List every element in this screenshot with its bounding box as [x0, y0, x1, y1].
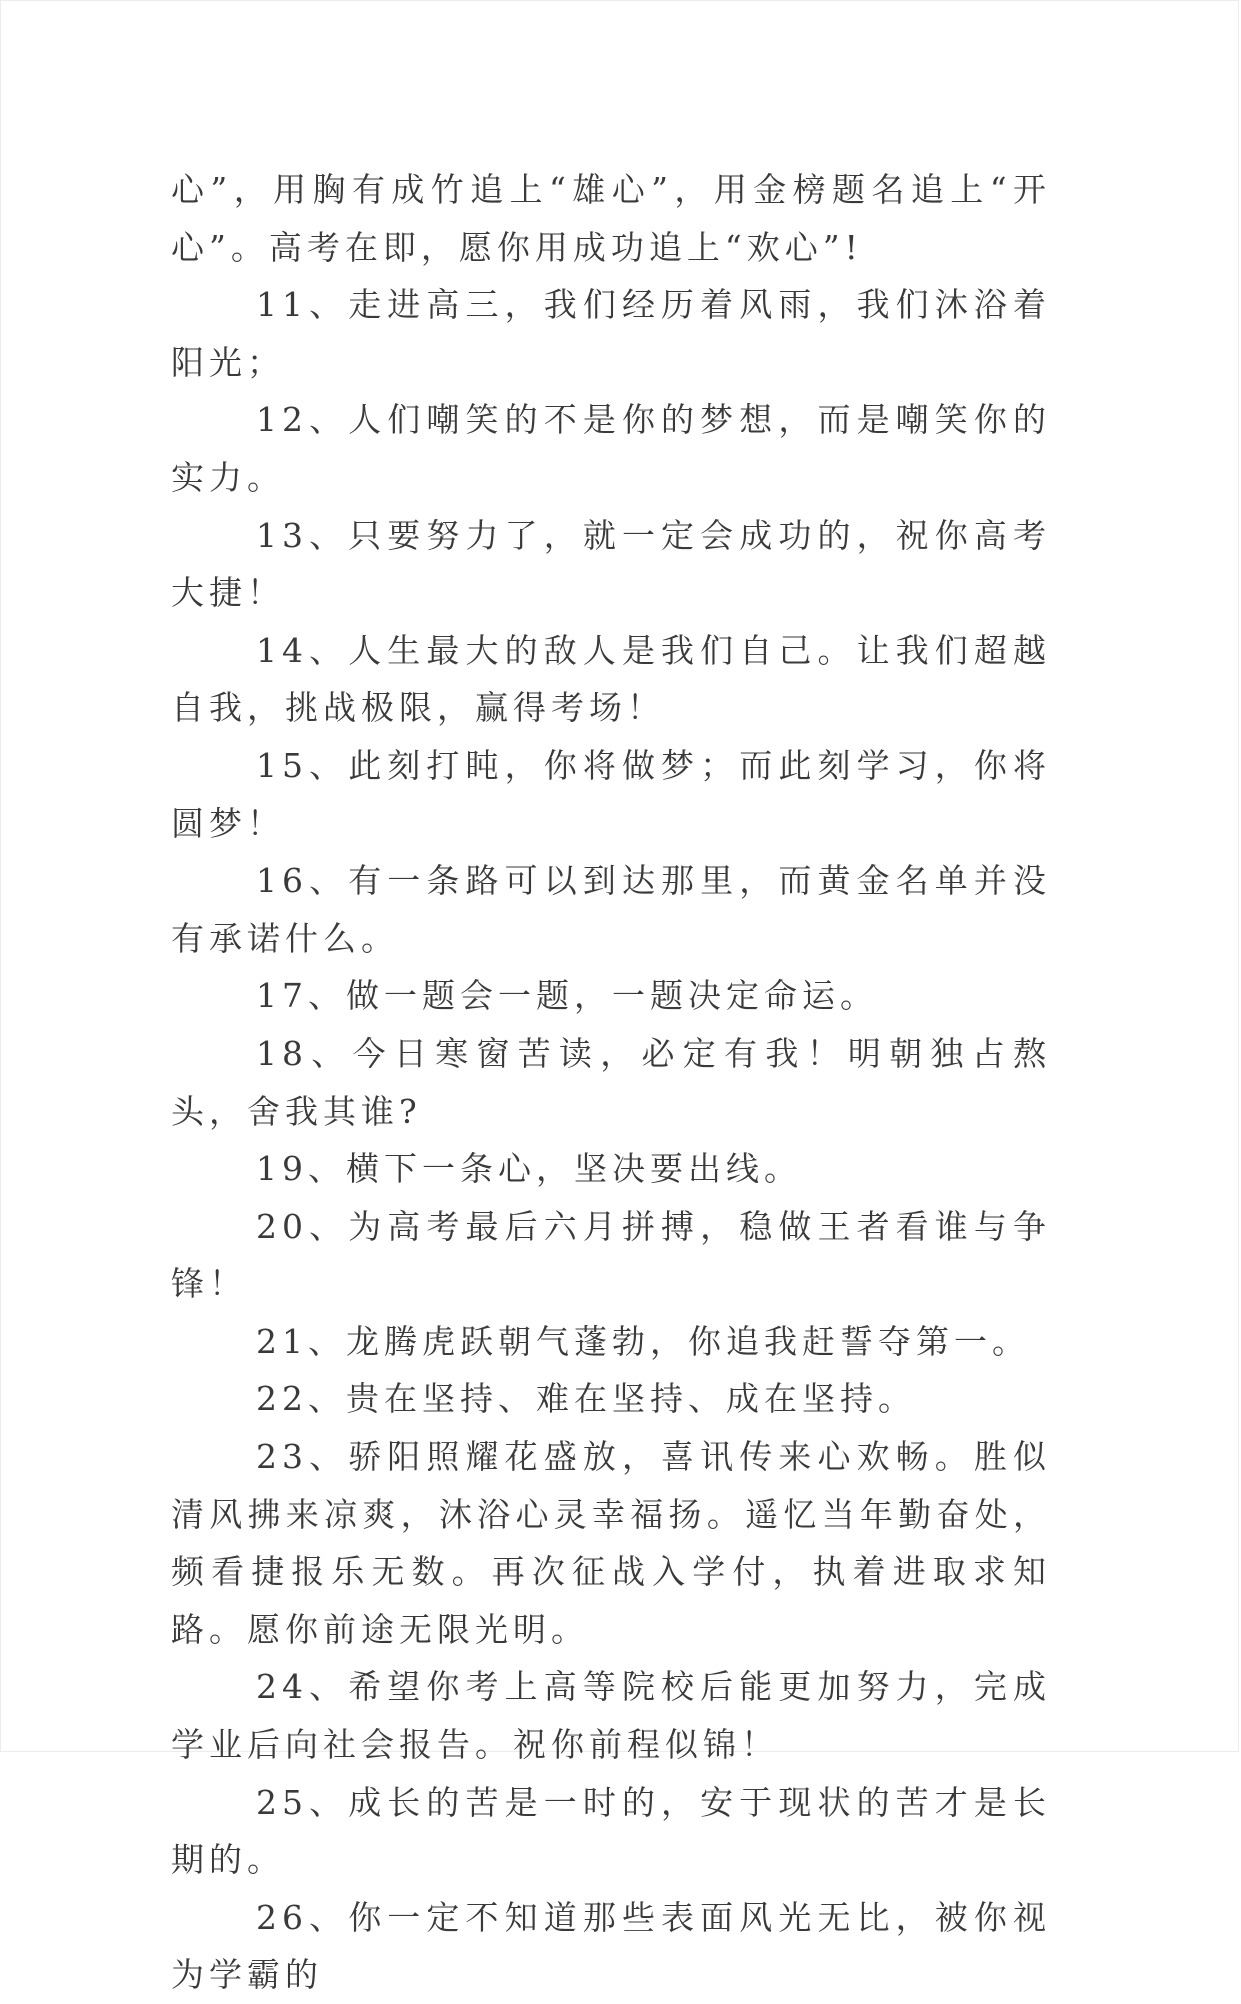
- quote-paragraph-21: 21、龙腾虎跃朝气蓬勃，你追我赶誓夺第一。: [256, 1321, 1030, 1361]
- quote-paragraph-17: 17、做一题会一题，一题决定命运。: [256, 976, 878, 1016]
- quote-paragraph-10-continuation: 心”，用胸有成竹追上“雄心”，用金榜题名追上“开心”。高考在即，愿你用成功追上“欢心”!: [171, 170, 1051, 267]
- quote-paragraph-22: 22、贵在坚持、难在坚持、成在坚持。: [256, 1379, 916, 1419]
- quote-paragraph-18: 18、今日寒窗苦读，必定有我！明朝独占熬头，舍我其谁?: [171, 1033, 1051, 1131]
- quote-paragraph-25: 25、成长的苦是一时的，安于现状的苦才是长期的。: [171, 1782, 1051, 1880]
- quote-paragraph-14: 14、人生最大的敌人是我们自己。让我们超越自我，挑战极限，赢得考场！: [171, 630, 1051, 728]
- quote-paragraph-19: 19、横下一条心，坚决要出线。: [256, 1149, 802, 1189]
- quote-paragraph-26: 26、你一定不知道那些表面风光无比，被你视为学霸的: [171, 1897, 1051, 1995]
- document-body: [171, 161, 1051, 2004]
- quote-paragraph-16: 16、有一条路可以到达那里，而黄金名单并没有承诺什么。: [171, 861, 1051, 958]
- quote-paragraph-12: 12、人们嘲笑的不是你的梦想，而是嘲笑你的实力。: [171, 400, 1051, 497]
- quote-paragraph-13: 13、只要努力了，就一定会成功的，祝你高考大捷！: [171, 515, 1051, 613]
- quote-paragraph-24: 24、希望你考上高等院校后能更加努力，完成学业后向社会报告。祝你前程似锦！: [171, 1667, 1051, 1765]
- quote-paragraph-20: 20、为高考最后六月拼搏，稳做王者看谁与争锋！: [171, 1206, 1051, 1304]
- quote-paragraph-11: 11、走进高三，我们经历着风雨，我们沐浴着阳光；: [171, 285, 1051, 382]
- quote-paragraph-23: 23、骄阳照耀花盛放，喜讯传来心欢畅。胜似清风拂来凉爽，沐浴心灵幸福扬。遥忆当年勤奋处，频看捷报乐无数。再次征战入学付，执着进取求知路。愿你前途无限光明。: [171, 1437, 1051, 1649]
- quote-paragraph-15: 15、此刻打盹，你将做梦；而此刻学习，你将圆梦！: [171, 745, 1051, 843]
